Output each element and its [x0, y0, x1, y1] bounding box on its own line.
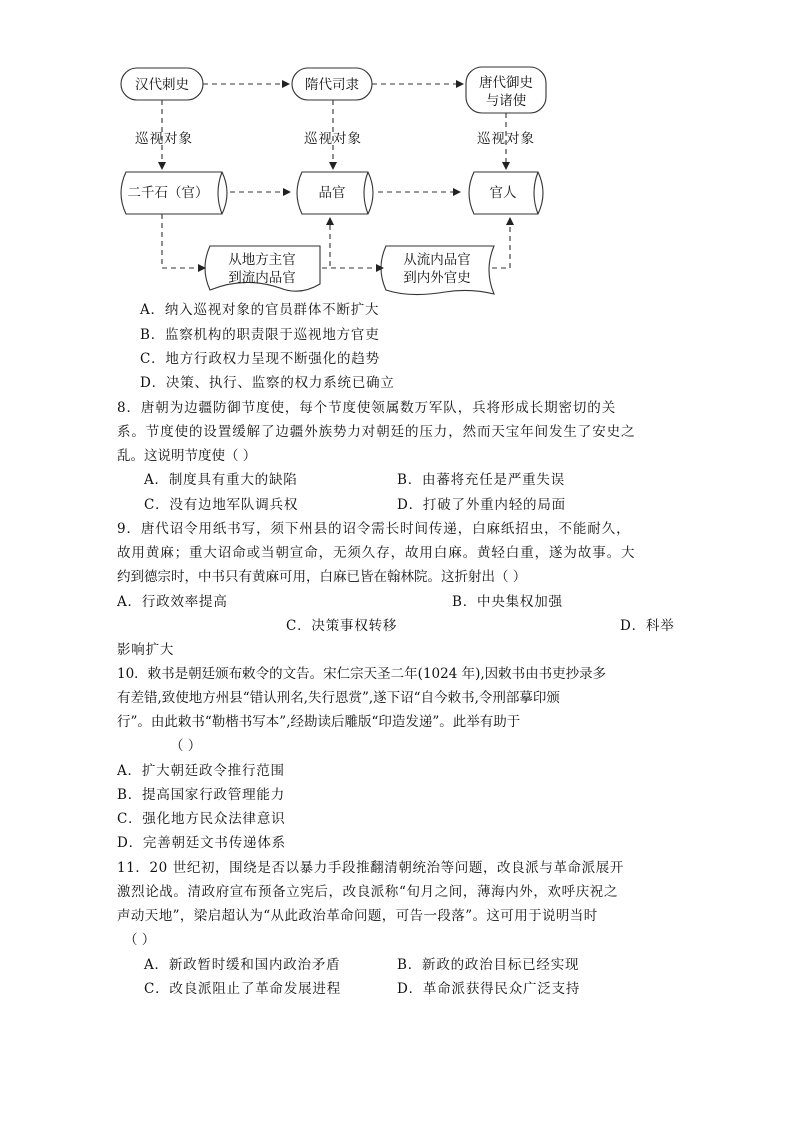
- q7-option-a: A．纳入巡视对象的官员群体不断扩大: [140, 302, 380, 318]
- q11-option-b: B．新政的政治目标已经实现: [397, 957, 580, 973]
- q7-option-d: D．决策、执行、监察的权力系统已确立: [140, 375, 395, 391]
- node-han: 汉代刺史: [135, 77, 189, 93]
- q9-stem-line2: 故用黄麻；重大诏命或当朝宣命，无须久存，故用白麻。黄轻白重，遂为故事。大: [117, 545, 636, 561]
- q10-stem-line1: 10．敕书是朝廷颁布敕令的文告。宋仁宗天圣二年(1024 年),因敕书由书吏抄录多: [117, 666, 607, 682]
- edge-label-2: 巡视对象: [304, 131, 362, 147]
- q10-stem-line2: 有差错,致使地方州县“错认刑名,失行恩赏”,遂下诏“自今敕书,令刑部摹印颁: [117, 690, 560, 706]
- q11-stem-line2: 激烈论战。清政府宣布预备立宪后，改良派称“旬月之间，薄海内外，欢呼庆祝之: [117, 884, 619, 900]
- node-guanren: 官人: [489, 185, 517, 201]
- q10-option-b: B．提高国家行政管理能力: [117, 787, 286, 803]
- q9-stem-line3: 约到德宗时，中书只有黄麻可用，白麻已皆在翰林院。这折射出（ ）: [117, 569, 527, 585]
- edge-label-3: 巡视对象: [477, 131, 535, 147]
- q8-option-b: B．由蕃将充任是严重失误: [397, 472, 566, 488]
- q8-option-c: C．没有边地军队调兵权: [144, 497, 299, 513]
- q8-stem-line1: 8．唐朝为边疆防御节度使，每个节度使领属数万军队，兵将形成长期密切的关: [117, 400, 617, 416]
- q9-option-d: D．科举: [620, 618, 675, 634]
- q11-option-a: A．新政暂时缓和国内政治矛盾: [144, 957, 341, 973]
- node-sui: 隋代司隶: [305, 77, 359, 93]
- q11-answer-blank: （ ）: [124, 932, 156, 948]
- q10-option-d: D．完善朝廷文书传递体系: [117, 835, 286, 851]
- q8-stem-line3: 乱。这说明节度使（ ）: [117, 448, 257, 464]
- q10-option-a: A．扩大朝廷政令推行范围: [117, 763, 285, 779]
- node-tang-line1: 唐代御史: [479, 75, 533, 91]
- q9-option-a: A．行政效率提高: [117, 594, 228, 610]
- q11-option-c: C．改良派阻止了革命发展进程: [144, 981, 342, 997]
- edge-label-1: 巡视对象: [135, 131, 193, 147]
- q8-stem-line2: 系。节度使的设置缓解了边疆外族势力对朝廷的压力，然而天宝年间发生了安史之: [117, 424, 636, 440]
- q9-stem-line1: 9．唐代诏令用纸书写，须下州县的诏令需长时间传递，白麻纸招虫，不能耐久，: [117, 521, 631, 537]
- node-inner-line2: 到内外官史: [403, 270, 471, 286]
- node-tang-line2: 与诸使: [485, 93, 527, 109]
- node-erqian: 二千石（官）: [127, 185, 209, 201]
- q7-option-b: B．监察机构的职责限于巡视地方官吏: [140, 327, 380, 343]
- q11-stem-line3: 声动天地”，梁启超认为“从此政治革命问题，可告一段落”。这可用于说明当时: [117, 908, 598, 924]
- q9-option-b: B．中央集权加强: [452, 594, 563, 610]
- history-flow-diagram: [0, 0, 794, 300]
- q9-option-d-continued: 影响扩大: [117, 642, 175, 658]
- q10-answer-blank: （ ）: [170, 738, 202, 754]
- node-local-line1: 从地方主官: [228, 252, 296, 268]
- q10-option-c: C．强化地方民众法律意识: [117, 811, 286, 827]
- q8-option-a: A．制度具有重大的缺陷: [144, 472, 298, 488]
- node-inner-line1: 从流内品官: [403, 252, 471, 268]
- q11-stem-line1: 11．20 世纪初，围绕是否以暴力手段推翻清朝统治等问题，改良派与革命派展开: [117, 860, 624, 876]
- q7-option-c: C．地方行政权力呈现不断强化的趋势: [140, 351, 380, 367]
- q10-stem-line3: 行”。由此敕书“勒楷书写本”,经勘读后雕版“印造发递”。此举有助于: [117, 714, 521, 730]
- node-pinguan: 品官: [318, 185, 346, 201]
- node-local-line2: 到流内品官: [228, 270, 296, 286]
- q9-option-c: C．决策事权转移: [286, 618, 398, 634]
- q8-option-d: D．打破了外重内轻的局面: [397, 497, 566, 513]
- q11-option-d: D．革命派获得民众广泛支持: [397, 981, 581, 997]
